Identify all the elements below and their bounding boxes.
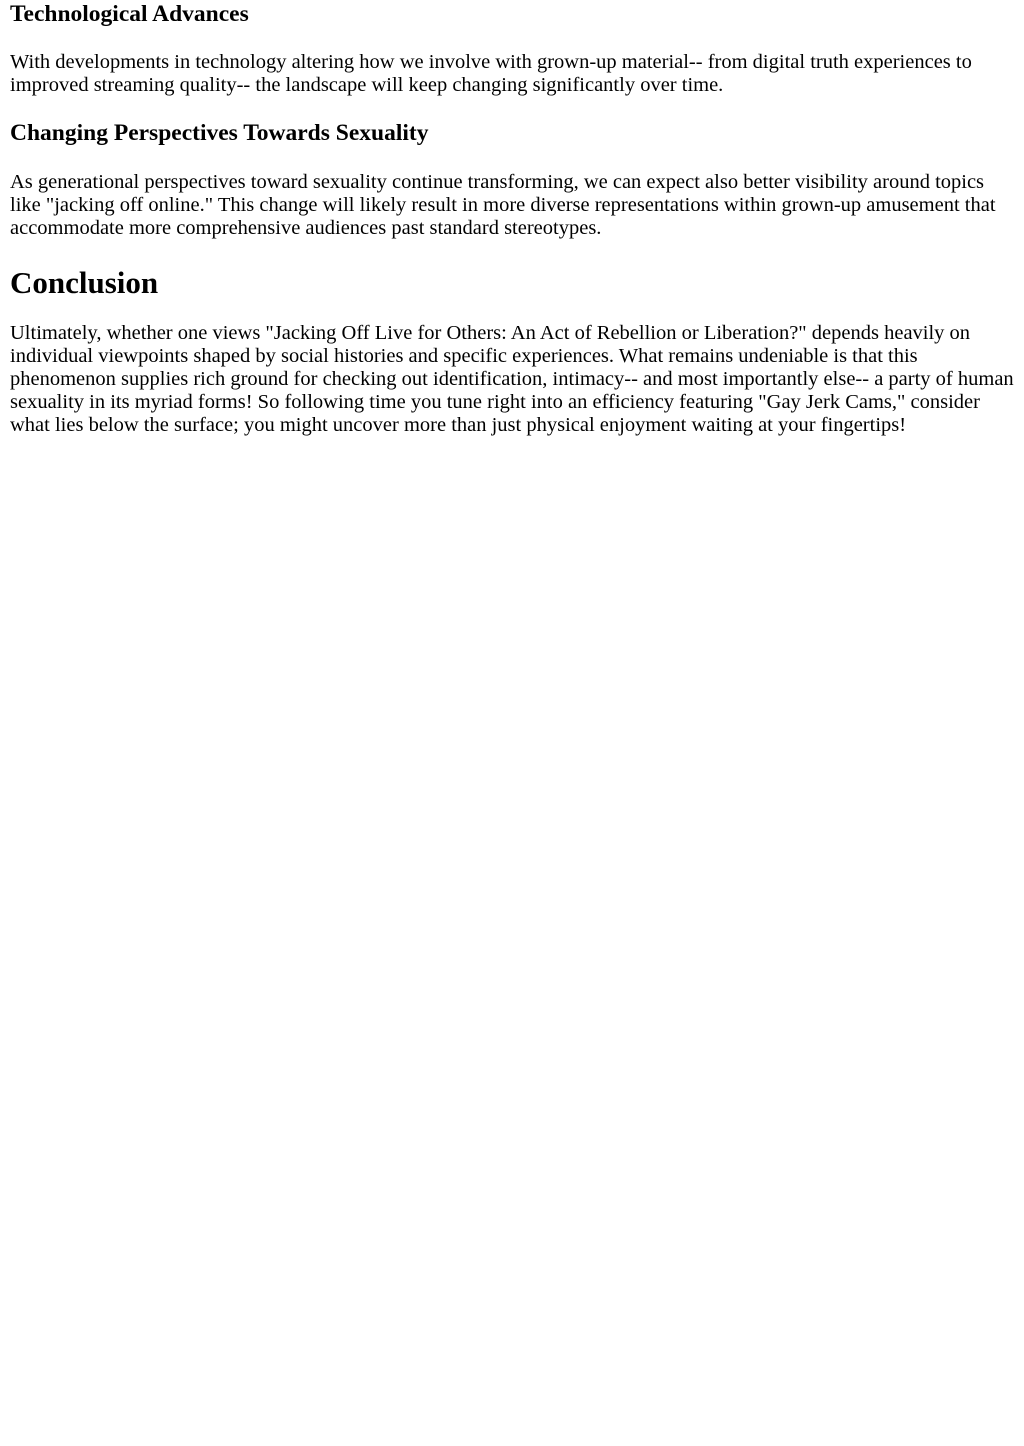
heading-changing-perspectives: Changing Perspectives Towards Sexuality xyxy=(10,120,429,146)
heading-conclusion: Conclusion xyxy=(10,265,159,300)
paragraph-conclusion: Ultimately, whether one views "Jacking Off Live for Others: An Act of Rebellion or Liberation?" depends heavily on individual viewpoints shaped by social histories and specific experiences. What remains undeniable is that this phenomenon supplies rich ground for checking out identification, intimacy-- and most importantly else-- a party of human sexuality in its myriad forms! So following time you tune right into an efficiency featuring "Gay Jerk Cams," consider what lies below the surface; you might uncover more than just physical enjoyment waiting at your fingertips! xyxy=(10,322,1014,436)
paragraph-changing-perspectives: As generational perspectives toward sexuality continue transforming, we can expect also better visibility around topics like "jacking off online." This change will likely result in more diverse representations within grown-up amusement that accommodate more comprehensive audiences past standard stereotypes. xyxy=(10,171,996,239)
paragraph-technological-advances: With developments in technology altering how we involve with grown-up material-- from digital truth experiences to improved streaming quality-- the landscape will keep changing significantly over time. xyxy=(10,51,972,96)
article-body xyxy=(0,0,1024,437)
heading-technological-advances: Technological Advances xyxy=(10,1,249,27)
